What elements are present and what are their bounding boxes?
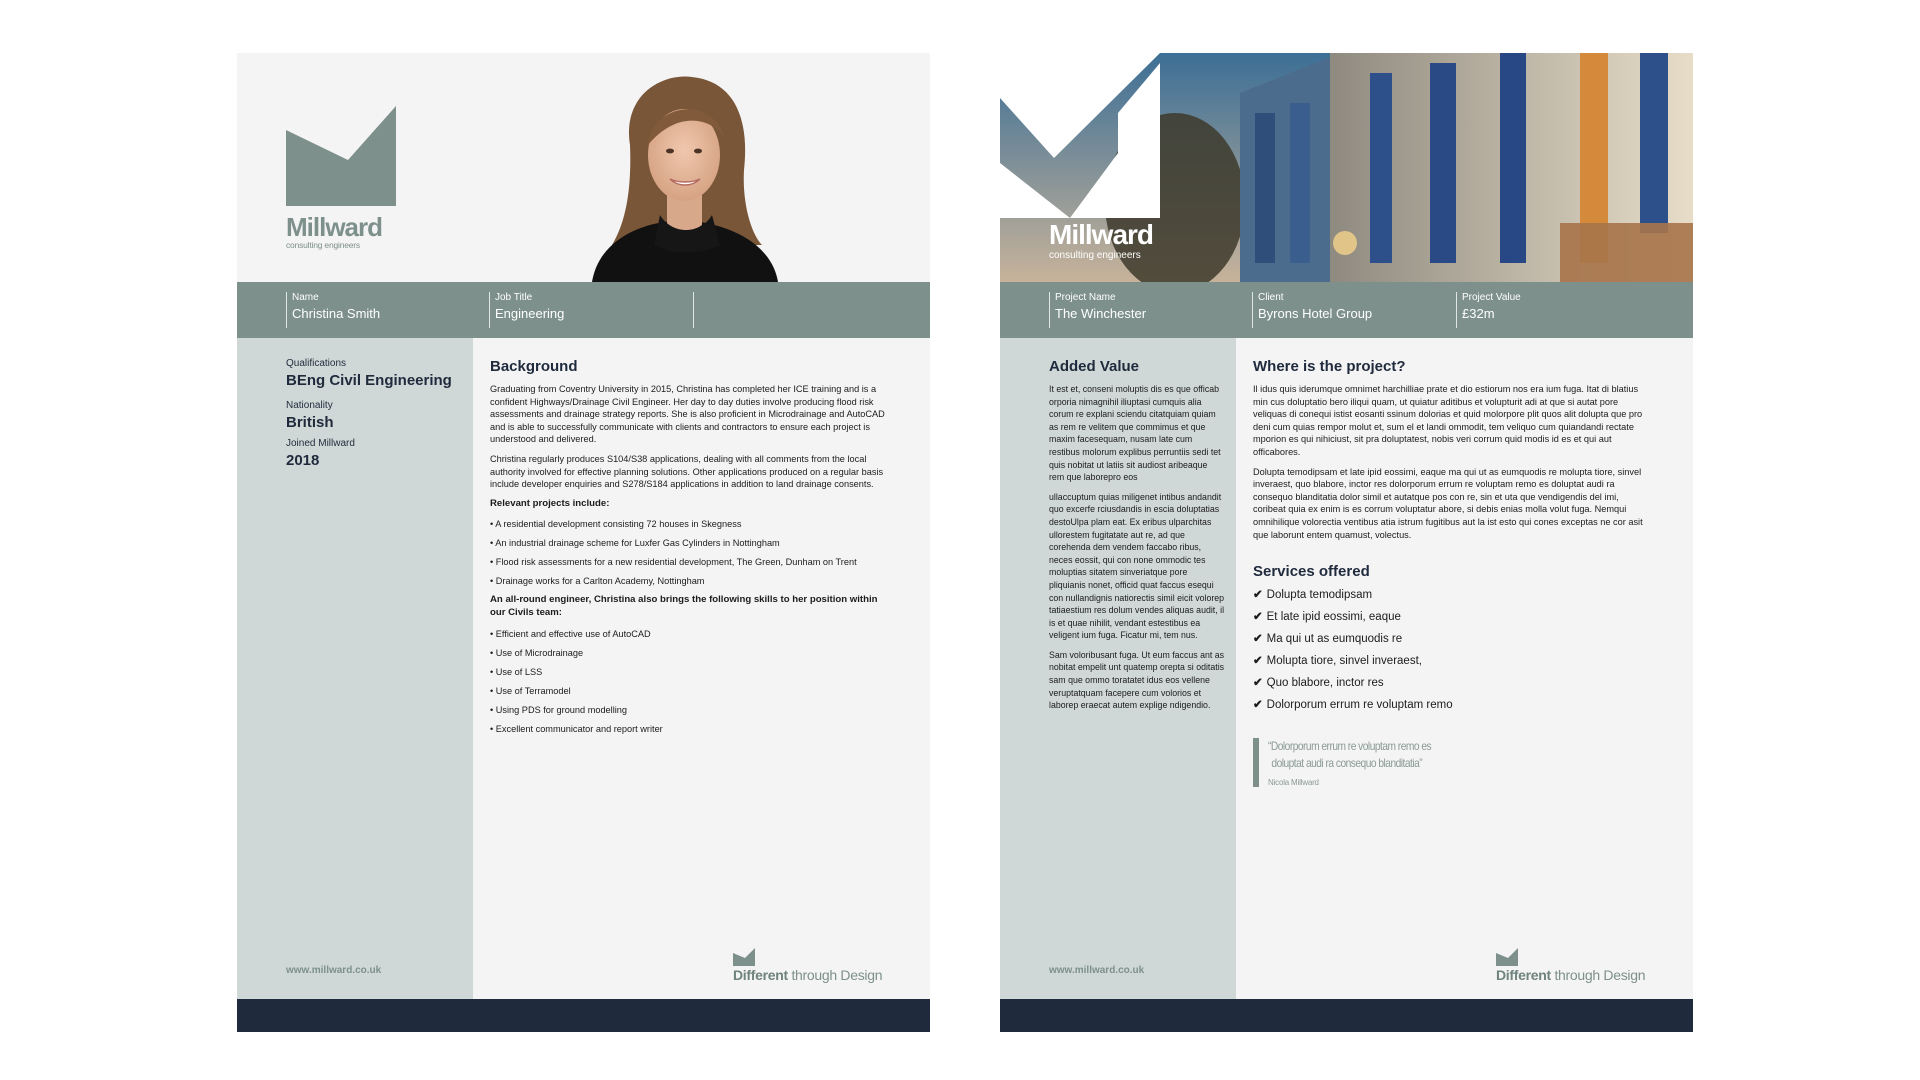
joined-field <box>286 438 355 470</box>
where-heading: Where is the project? <box>1253 358 1406 375</box>
service-item <box>1253 588 1653 602</box>
qualifications-field <box>286 358 452 390</box>
logo-wordmark-white: Millward <box>1049 219 1154 250</box>
skill-item: • Excellent communicator and report writer <box>490 723 663 734</box>
project-value-value: £32m <box>1462 306 1495 321</box>
job-title-value: Engineering <box>495 306 565 321</box>
quote-line: “Dolorporum errum re voluptam remo es <box>1268 739 1432 753</box>
website-url[interactable]: www.millward.co.uk <box>1049 965 1145 976</box>
millward-m-icon <box>286 106 396 206</box>
tagline-bold: Different <box>1496 967 1551 983</box>
profile-band <box>237 282 930 338</box>
quote-line: doluptat audi ra consequo blanditatia” <box>1271 756 1423 770</box>
logo-subtitle: consulting engineers <box>286 240 360 250</box>
testimonial-quote <box>1253 738 1553 787</box>
tagline-text <box>1496 967 1645 983</box>
background-paragraph: Christina regularly produces S104/S38 applications, dealing with all comments from the local authority involved for effective planning solutions. Other applications produced on a regular basis include developer enquiries and S278/S184 applications in addition to land drainage consents. <box>490 453 884 490</box>
nationality-label: Nationality <box>286 400 333 411</box>
skill-item: • Use of Terramodel <box>490 685 571 696</box>
project-item: • Drainage works for a Carlton Academy, Nottingham <box>490 576 705 587</box>
added-value-paragraph: It est et, conseni moluptis dis es que officab orporia nimagnihil iliuptasi cumquis alia corum re explani sciendu citatquiam quiam as rem re velitem que commimus et que maxim facesequam, nusam late cum restibus molorum explibus perruntiis sedi tet quis nobitat ut latiis sit audiost aribeaque rem que laborepro eos <box>1049 384 1221 483</box>
project-name-field <box>1049 292 1146 328</box>
millward-small-m-icon <box>733 948 755 966</box>
skill-item: • Use of LSS <box>490 666 543 677</box>
tagline-rest: through Design <box>787 967 883 983</box>
service-item <box>1253 698 1653 712</box>
service-label: Dolupta temodipsam <box>1266 589 1373 602</box>
millward-logo <box>286 106 406 256</box>
service-item <box>1253 654 1653 668</box>
background-heading: Background <box>490 358 578 375</box>
where-paragraph: Dolupta temodipsam et late ipid eossimi, eaque ma qui ut as eumquodis re molupta tiore, sinvel inveraest, quo blabore, inctor res dolorporum errum re voluptam remo es doluptat audi ra consequo blanditatia dolor simil et autatque pos con re, sin et uta que vendigendis del imi, coribeat quia ex enim is es corrum voluptatur abore, si debis enias molla volut fuga. Nemqui omnihilique volorectia ventibus atia istrum fugitibus aut la ist esto qui cones exceptas ne cor asit que laborunt entem quamust, volectus. <box>1253 466 1643 540</box>
tagline-text <box>733 967 882 983</box>
added-value-paragraph: Sam voloribusant fuga. Ut eum faccus ant as nobitat empelit unt quatemp orepta si oditatis sam que ommo toratatet idus eos vellene veruptatquam facepere cum volorios et laborep eraecat autem explige ndigendio. <box>1049 649 1225 711</box>
service-label: Molupta tiore, sinvel inveraest, <box>1266 655 1422 668</box>
project-item: • Flood risk assessments for a new residential development, The Green, Dunham on Trent <box>490 557 857 568</box>
quote-author: Nicola Millward <box>1268 778 1319 787</box>
profile-hero <box>237 53 930 282</box>
skills-heading: An all-round engineer, Christina also brings the following skills to her position within our Civils team: <box>490 594 878 618</box>
added-value-paragraph: ullaccuptum quias miligenet intibus andandit quo excerfe rciusdandis in escia doluptatias destoUlpa plam eat. Ex eribus ulparchitas ullorestem fugitatate aut re, ad que corehenda dem vendem faccabo ribus, neces eossit, qui con none ommodic tes moluptias sitatem sinveriatque pore pliquianis nonet, officid quat faccus esequi con nullandignis natiorectis simil eicit volorep tatiaestium res dolum vendes aliquas audit, il is et quae nihilit, vendant estestibus ea veligent ium fuga. Ficatur mi, tem nus. <box>1049 491 1225 641</box>
service-item <box>1253 676 1653 690</box>
skill-item: • Using PDS for ground modelling <box>490 704 628 715</box>
client-field <box>1252 292 1372 328</box>
profile-sidebar <box>237 338 473 999</box>
nationality-field <box>286 400 334 432</box>
project-item: • A residential development consisting 72 houses in Skegness <box>490 519 742 530</box>
profile-sheet <box>237 53 930 1032</box>
check-icon: ✔ <box>1253 677 1263 690</box>
check-icon: ✔ <box>1253 611 1263 624</box>
project-main <box>1236 338 1693 999</box>
portrait-photo <box>582 75 782 282</box>
joined-label: Joined Millward <box>286 438 355 449</box>
project-value-field <box>1456 292 1521 328</box>
services-heading: Services offered <box>1253 563 1370 581</box>
qualifications-value: BEng Civil Engineering <box>286 372 452 389</box>
band-divider <box>693 292 694 328</box>
job-title-label: Job Title <box>495 292 533 303</box>
project-item: • An industrial drainage scheme for Luxfer Gas Cylinders in Nottingham <box>490 538 780 549</box>
profile-main <box>473 338 930 999</box>
project-sidebar <box>1000 338 1236 999</box>
project-band <box>1000 282 1693 338</box>
project-name-value: The Winchester <box>1055 306 1147 321</box>
millward-small-m-icon <box>1496 948 1518 966</box>
check-icon: ✔ <box>1253 589 1263 602</box>
qualifications-label: Qualifications <box>286 358 347 369</box>
nationality-value: British <box>286 414 334 431</box>
service-label: Quo blabore, inctor res <box>1266 677 1384 690</box>
check-icon: ✔ <box>1253 633 1263 646</box>
added-value-heading: Added Value <box>1049 358 1140 375</box>
tagline-rest: through Design <box>1550 967 1646 983</box>
where-paragraph: Il idus quis iderumque omnimet harchilliae prate et dio estiorum nos era ium fuga. Itat di blatius min cus doluptatio bero iliqui quam, ut quiatur aditibus et volupturit adi at que si autat pore veliquas di conequi istist eosanti ssinum dolorias et quid molorpore plit quos alit dolupta que pro deni cum quias rempor molut et, sum el et landi ommodit, tem veliquo cum quiandandi rectate mporion es qui nihiciust, sit pra doluptatest, nobis veri corrum quid modis id es et qui aut officabores. <box>1253 384 1643 457</box>
footer-bar <box>237 999 930 1032</box>
client-label: Client <box>1258 292 1284 303</box>
job-title-field <box>489 292 564 328</box>
project-hero <box>1000 53 1693 282</box>
projects-heading: Relevant projects include: <box>490 497 610 509</box>
name-label: Name <box>292 292 319 303</box>
project-value-label: Project Value <box>1462 292 1521 303</box>
footer-bar <box>1000 999 1693 1032</box>
client-value: Byrons Hotel Group <box>1258 306 1373 321</box>
background-paragraph: Graduating from Coventry University in 2015, Christina has completed her ICE training and is a confident Highways/Drainage Civil Engineer. Her day to day duties involve producing flood risk assessments and drainage strategy reports. She is also proficient in Microdrainage and AutoCAD and is able to successfully communicate with clients and contractors to ensure each project is understood and delivered. <box>490 384 885 445</box>
service-item <box>1253 632 1653 646</box>
check-icon: ✔ <box>1253 699 1263 712</box>
check-icon: ✔ <box>1253 655 1263 668</box>
logo-wordmark: Millward <box>286 212 383 242</box>
tagline <box>1496 948 1645 983</box>
tagline <box>733 948 882 983</box>
skill-item: • Use of Microdrainage <box>490 647 584 658</box>
name-value: Christina Smith <box>292 306 381 321</box>
logo-subtitle-white: consulting engineers <box>1049 250 1141 261</box>
website-url[interactable]: www.millward.co.uk <box>286 965 382 976</box>
service-item <box>1253 610 1653 624</box>
name-field <box>286 292 380 328</box>
project-sheet <box>1000 53 1693 1032</box>
tagline-bold: Different <box>733 967 788 983</box>
skill-item: • Efficient and effective use of AutoCAD <box>490 628 651 639</box>
project-name-label: Project Name <box>1055 292 1116 303</box>
service-label: Et late ipid eossimi, eaque <box>1266 611 1401 624</box>
joined-value: 2018 <box>286 452 320 469</box>
service-label: Dolorporum errum re voluptam remo <box>1266 699 1453 712</box>
service-label: Ma qui ut as eumquodis re <box>1266 633 1403 646</box>
